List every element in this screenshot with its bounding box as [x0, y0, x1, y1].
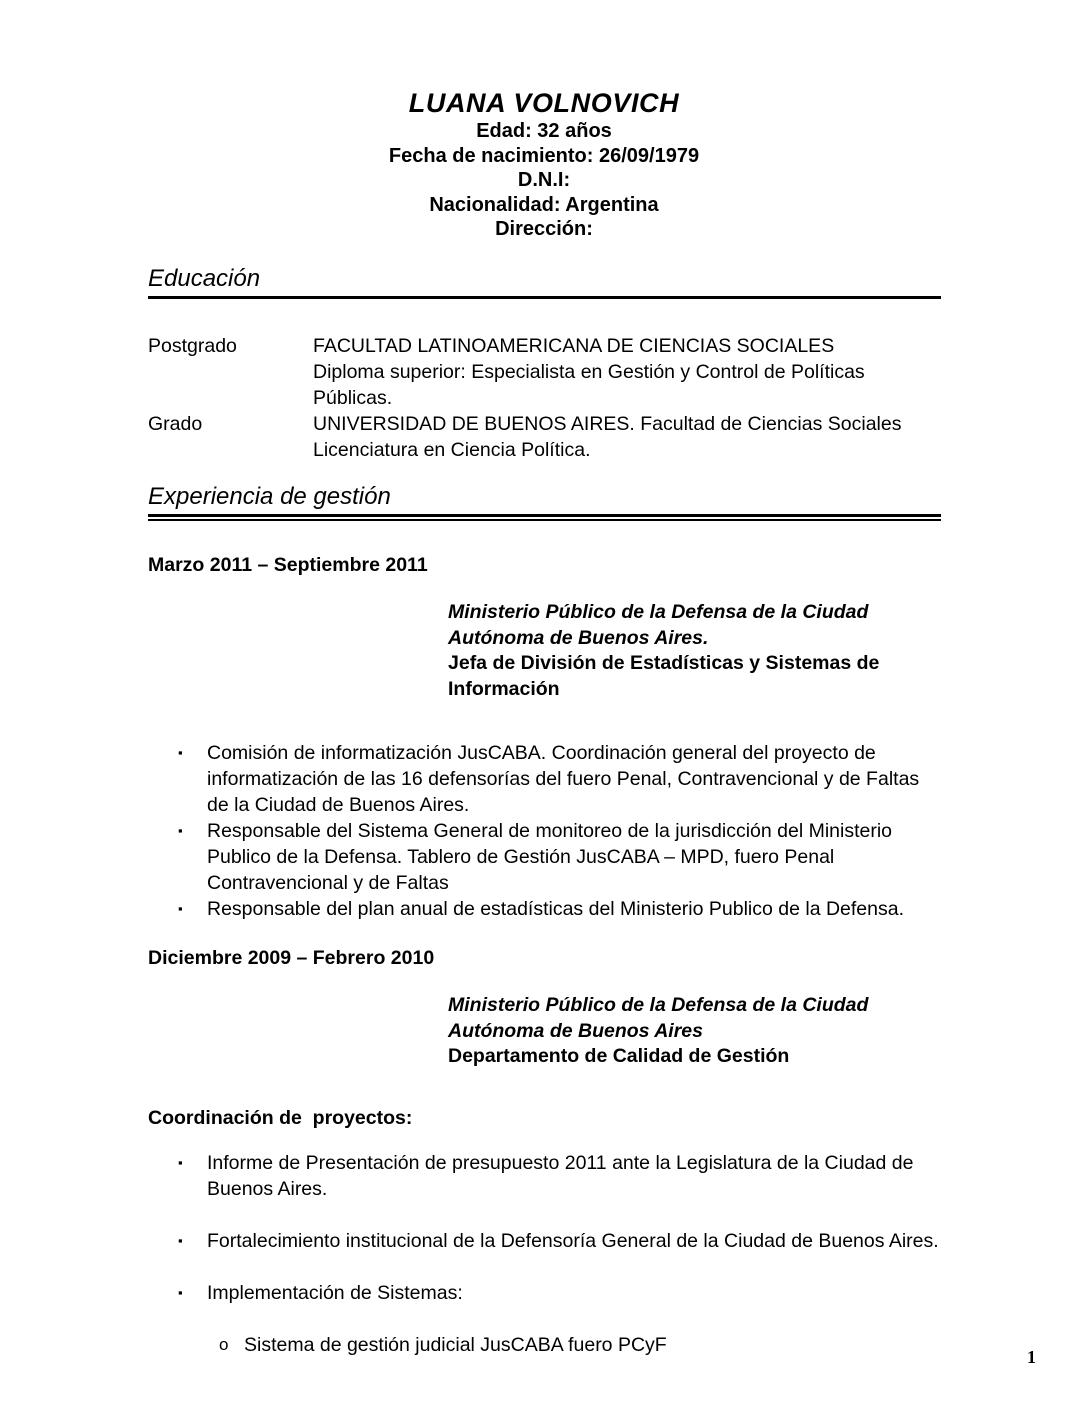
job2-organization-block: [448, 993, 928, 1070]
list-item: [178, 1280, 940, 1306]
header-address: Dirección:: [495, 218, 593, 240]
header-dni: D.N.I:: [517, 169, 571, 191]
job1-date-range: Marzo 2011 – Septiembre 2011: [148, 554, 428, 576]
section-educacion: [148, 265, 941, 299]
list-item-text: Informe de Presentación de presupuesto 2011 ante la Legislatura de la Ciudad de Buenos Aires.: [207, 1152, 914, 1200]
job1-role-line2: Información: [448, 677, 560, 700]
circle-bullet-icon: o: [219, 1335, 229, 1354]
job1-organization-block: [448, 600, 928, 702]
section-rule-experiencia: [148, 514, 941, 521]
header-age: Edad: 32 años: [476, 120, 612, 142]
job1-org-line1: Ministerio Público de la Defensa de la Ciudad: [448, 601, 869, 623]
section-rule-educacion: [148, 296, 941, 299]
list-item: [178, 896, 940, 922]
header-nationality: Nacionalidad: Argentina: [429, 193, 659, 216]
page-number: 1: [1027, 1347, 1036, 1367]
list-item-text: Responsable del Sistema General de monitoreo de la jurisdicción del Ministerio Publico de la Defensa. Tablero de Gestión JusCABA – MPD, fuero Penal Contravencional y de Faltas: [207, 820, 893, 894]
education-institution: UNIVERSIDAD DE BUENOS AIRES. Facultad de Ciencias Sociales: [313, 413, 902, 435]
job1-role-line1: Jefa de División de Estadísticas y Sistemas de: [448, 652, 880, 674]
education-detail: Diploma superior: Especialista en Gestión y Control de Políticas Públicas.: [313, 361, 865, 409]
job2-bullet-list: [178, 1150, 940, 1358]
list-item: [178, 740, 940, 818]
sub-list-item-text: Sistema de gestión judicial JusCABA fuero PCyF: [244, 1334, 667, 1356]
job2-sub-bullet-list: [219, 1332, 940, 1358]
education-level-label: Grado: [148, 413, 203, 435]
education-detail: Licenciatura en Ciencia Política.: [313, 439, 591, 461]
list-item: [178, 818, 940, 896]
person-name: LUANA VOLNOVICH: [408, 88, 680, 118]
section-title-experiencia: Experiencia de gestión: [148, 483, 391, 510]
sub-list-item: [219, 1332, 940, 1358]
square-bullet-icon: ▪: [178, 1155, 183, 1170]
document-header: [0, 88, 1088, 242]
education-block: [148, 333, 948, 463]
education-institution: FACULTAD LATINOAMERICANA DE CIENCIAS SOCIALES: [313, 335, 835, 357]
job1-org-line2: Autónoma de Buenos Aires.: [448, 626, 709, 649]
header-birthdate: Fecha de nacimiento: 26/09/1979: [388, 144, 700, 167]
job1-bullet-list: [178, 740, 940, 922]
job2-subheading: Coordinación de proyectos:: [148, 1107, 413, 1129]
job2-date-range: Diciembre 2009 – Febrero 2010: [148, 947, 435, 969]
job2-role-line1: Departamento de Calidad de Gestión: [448, 1045, 790, 1067]
list-item-text: Responsable del plan anual de estadísticas del Ministerio Publico de la Defensa.: [207, 898, 905, 920]
list-item: [178, 1228, 940, 1254]
square-bullet-icon: ▪: [178, 823, 183, 838]
list-item: [178, 1150, 940, 1202]
education-row: [148, 333, 948, 359]
job2-org-line2: Autónoma de Buenos Aires: [448, 1019, 703, 1042]
job2-org-line1: Ministerio Público de la Defensa de la Ciudad: [448, 994, 869, 1016]
square-bullet-icon: ▪: [178, 1285, 183, 1300]
square-bullet-icon: ▪: [178, 901, 183, 916]
education-level-label: Postgrado: [148, 335, 237, 357]
list-item-text: Fortalecimiento institucional de la Defensoría General de la Ciudad de Buenos Aires.: [207, 1230, 939, 1252]
square-bullet-icon: ▪: [178, 1233, 183, 1248]
education-row: [148, 411, 948, 437]
list-item-text: Implementación de Sistemas:: [207, 1282, 463, 1304]
section-experiencia: [148, 483, 941, 521]
section-title-educacion: Educación: [148, 265, 261, 292]
square-bullet-icon: ▪: [178, 745, 183, 760]
list-item-text: Comisión de informatización JusCABA. Coordinación general del proyecto de informatización de las 16 defensorías del fuero Penal, Contravencional y de Faltas de la Ciudad de Buenos Aires.: [207, 742, 920, 816]
